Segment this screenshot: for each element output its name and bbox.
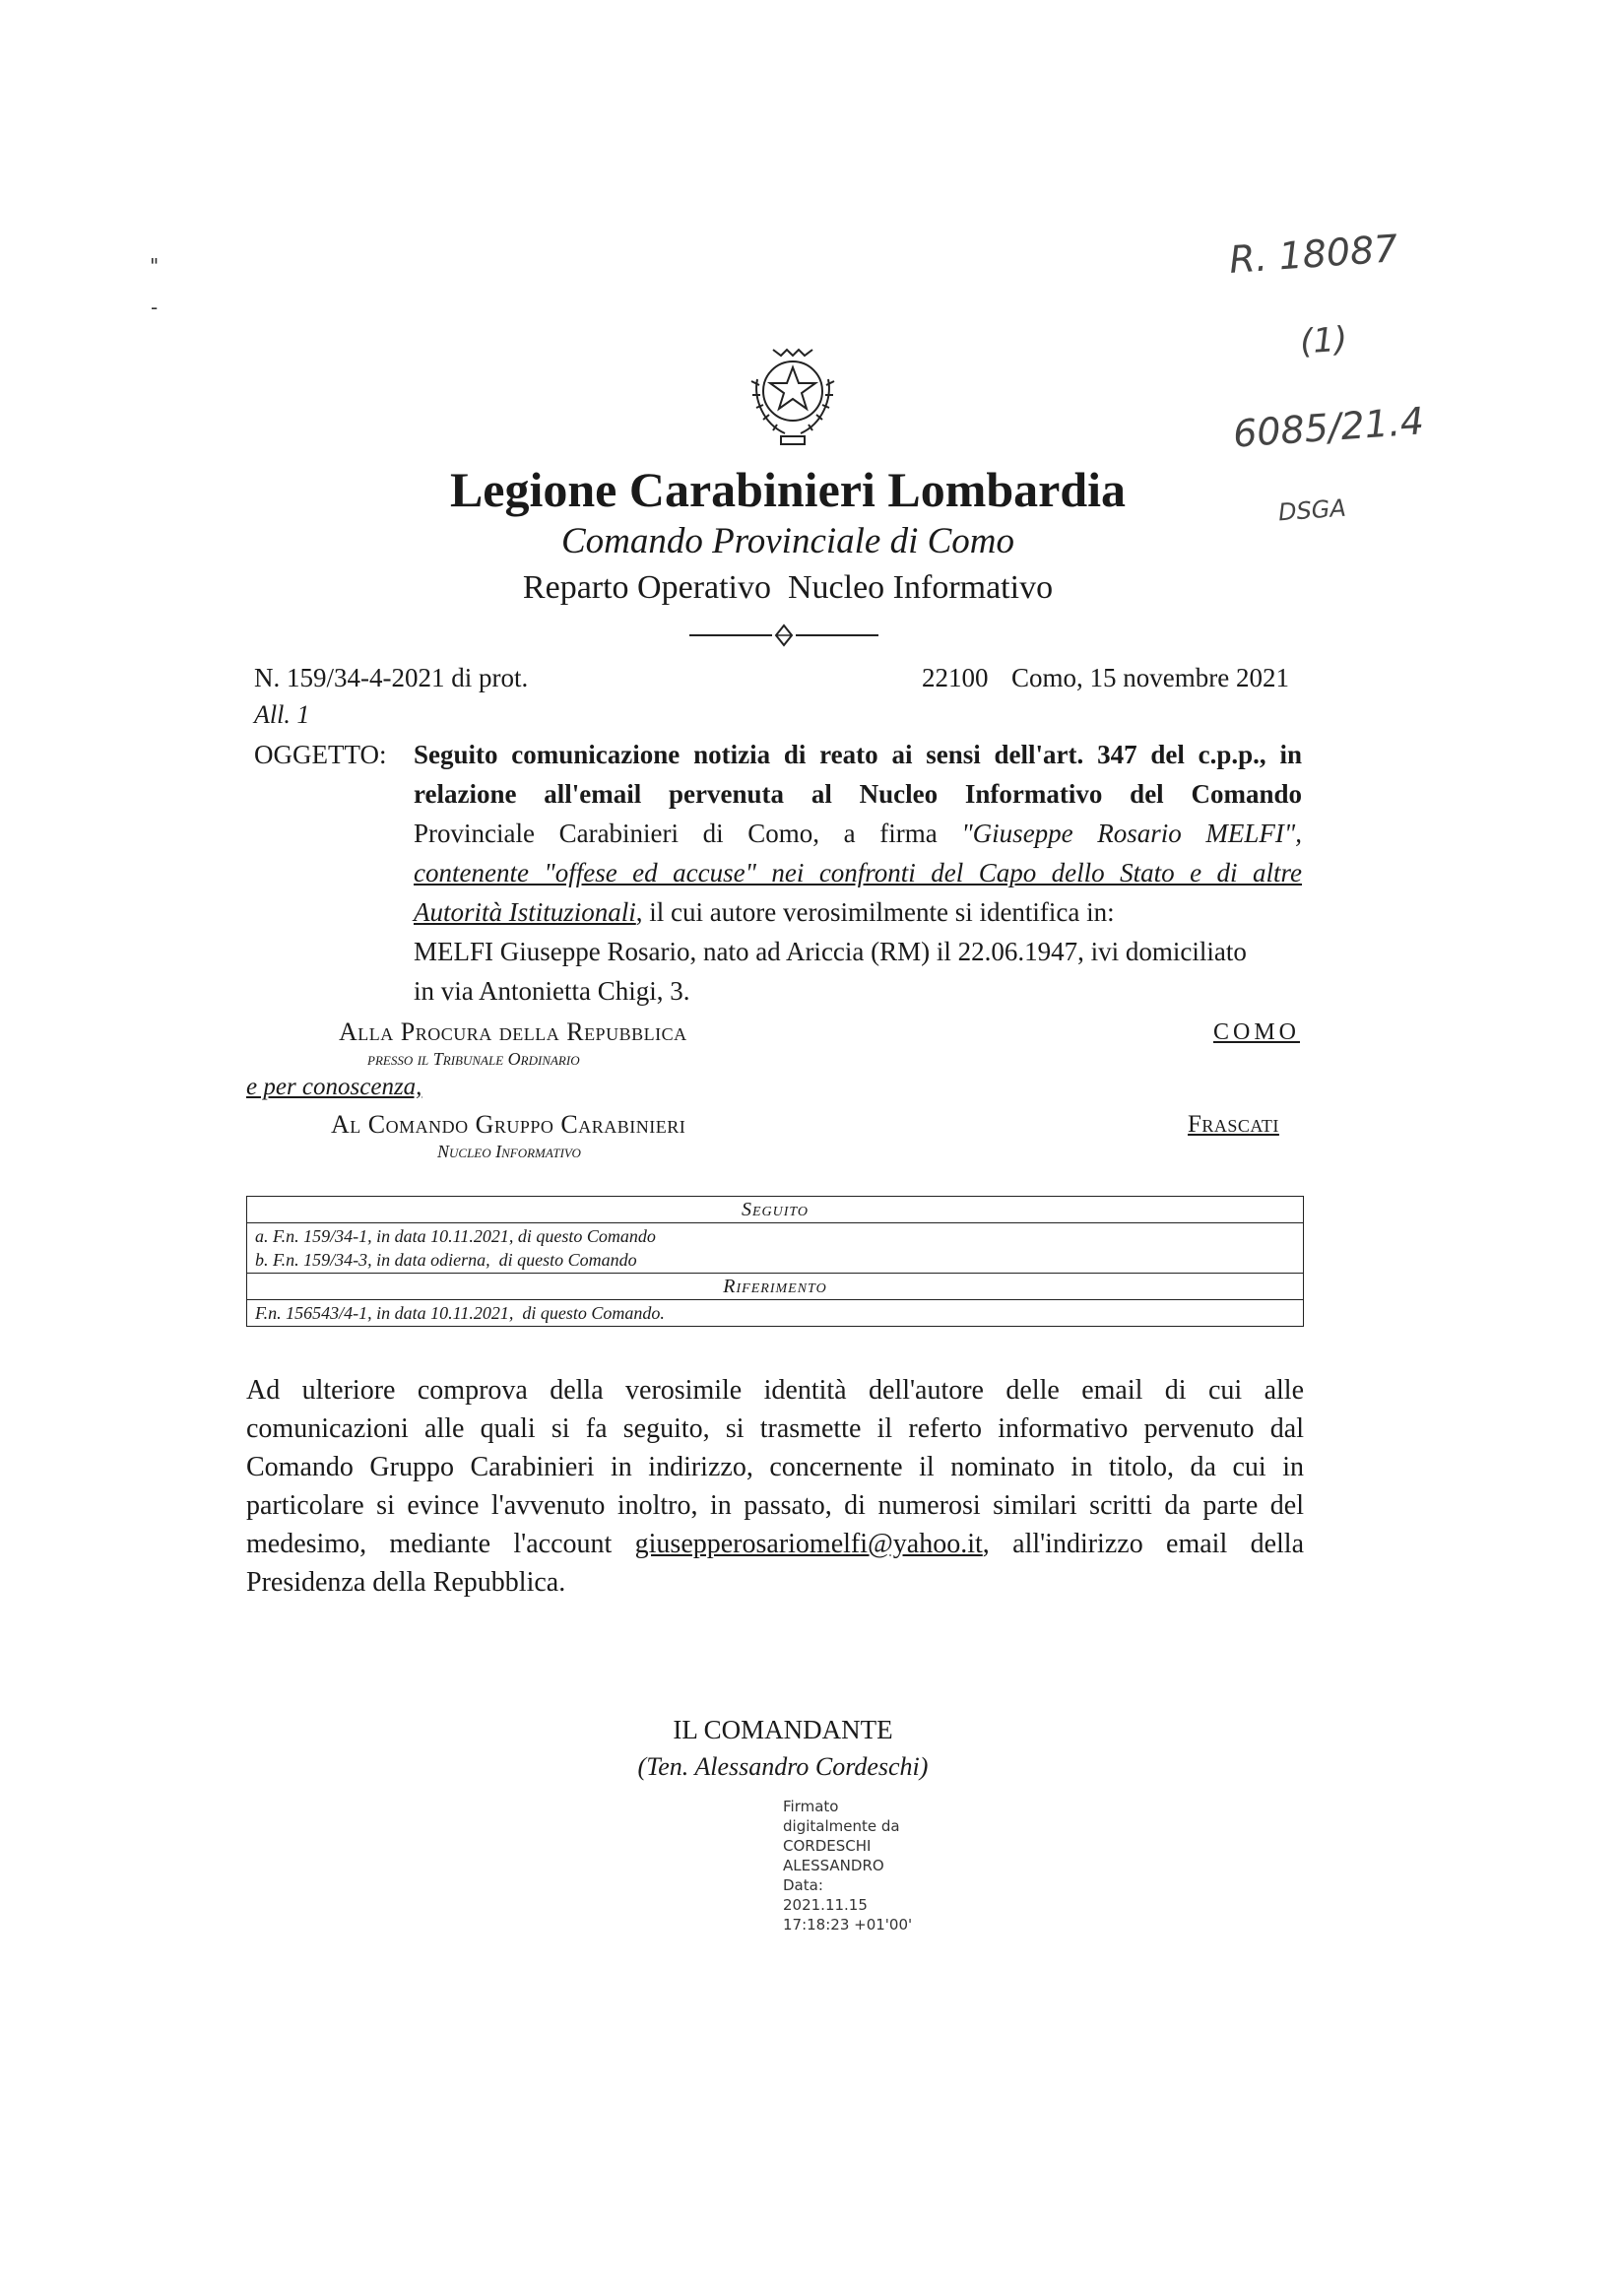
digital-signature-line: ALESSANDRO — [783, 1857, 884, 1874]
body-line: Presidenza della Repubblica. — [246, 1567, 566, 1598]
protocol-number: N. 159/34-4-2021 di prot. — [254, 663, 529, 692]
digital-signature-line: 17:18:23 +01'00' — [783, 1916, 913, 1934]
digital-signature-line: Firmato — [783, 1798, 839, 1815]
table-cell: F.n. 156543/4-1, in data 10.11.2021, di questo Comando. — [247, 1300, 1304, 1327]
place-date: Como, 15 novembre 2021 — [1011, 663, 1289, 692]
page-title: Legione Carabinieri Lombardia — [449, 462, 1127, 517]
attachments: All. 1 — [254, 700, 310, 729]
references-table — [246, 1196, 1304, 1327]
ref-item: b. F.n. 159/34-3, in data odierna, di questo Comando — [255, 1250, 637, 1270]
handwritten-file-number: 6085/21.4 — [1231, 399, 1426, 456]
page-subtitle: Comando Provinciale di Como — [560, 521, 1015, 561]
subject-text: , il cui autore verosimilmente si identifica in: — [635, 897, 1115, 927]
recipient-city: Frascati — [1188, 1111, 1279, 1138]
body-line: Ad ulteriore comprova della verosimile identità dell'autore delle email di cui alle — [246, 1375, 1304, 1406]
email-link[interactable]: giusepperosariomelfi@yahoo.it — [634, 1529, 983, 1559]
table-row — [247, 1197, 1304, 1223]
table-header: Riferimento — [247, 1274, 1304, 1300]
recipient-city: COMO — [1213, 1019, 1301, 1045]
subject-line: Seguito comunicazione notizia di reato ai sensi dell'art. 347 del c.p.p., in — [414, 740, 1302, 769]
body-line: comunicazioni alle quali si fa seguito, si trasmette il referto informativo pervenuto dal — [246, 1413, 1304, 1444]
body-text: medesimo, mediante l'account — [246, 1529, 635, 1559]
subject-line: in via Antonietta Chigi, 3. — [414, 976, 690, 1006]
table-cell — [247, 1223, 1304, 1274]
recipient-sub: presso il Tribunale Ordinario — [367, 1049, 580, 1069]
digital-signature-line: digitalmente da — [783, 1817, 900, 1835]
digital-signature-line: Data: — [783, 1876, 823, 1894]
body-text: , all'indirizzo email della — [982, 1529, 1304, 1559]
cc-label: e per conoscenza, — [246, 1074, 422, 1100]
handwritten-number: R. 18087 — [1227, 227, 1399, 282]
subject-line: relazione all'email pervenuta al Nucleo Informativo del Comando — [414, 779, 1302, 809]
margin-mark: - — [151, 295, 159, 319]
table-row — [247, 1300, 1304, 1327]
department-name: Reparto Operativo Nucleo Informativo — [522, 569, 1054, 606]
handwritten-circle-mark: (1) — [1298, 319, 1349, 362]
recipient-name: Al Comando Gruppo Carabinieri — [331, 1110, 686, 1139]
table-row — [247, 1223, 1304, 1274]
subject-line — [414, 892, 1302, 932]
digital-signature-line: 2021.11.15 — [783, 1896, 868, 1914]
margin-mark: " — [150, 254, 160, 278]
ref-item: a. F.n. 159/34-1, in data 10.11.2021, di questo Comando — [255, 1226, 656, 1246]
recipient-sub: Nucleo Informativo — [437, 1142, 581, 1161]
signature-role: IL COMANDANTE — [673, 1715, 893, 1744]
handwritten-initials: DSGA — [1277, 493, 1347, 527]
digital-signature-block — [783, 1797, 912, 1935]
subject-line: MELFI Giuseppe Rosario, nato ad Ariccia (RM) il 22.06.1947, ivi domiciliato — [414, 937, 1247, 966]
ornament-divider — [687, 621, 880, 650]
subject-authorities: Autorità Istituzionali — [414, 897, 636, 927]
subject-line — [414, 814, 1302, 853]
subject-line: contenente "offese ed accuse" nei confronti del Capo dello Stato e di altre — [414, 858, 1302, 887]
body-line — [246, 1525, 1304, 1563]
subject-text: Provinciale Carabinieri di Como, a firma — [414, 819, 962, 848]
postal-code: 22100 — [922, 663, 989, 692]
italian-republic-emblem — [744, 340, 842, 448]
table-header: Seguito — [247, 1197, 1304, 1223]
subject-label: OGGETTO: — [254, 740, 387, 769]
table-row — [247, 1274, 1304, 1300]
recipient-name: Alla Procura della Repubblica — [339, 1017, 687, 1046]
body-line: Comando Gruppo Carabinieri in indirizzo, concernente il nominato in titolo, da cui in — [246, 1452, 1304, 1482]
body-paragraph — [246, 1371, 1304, 1602]
subject-signer: "Giuseppe Rosario MELFI", — [961, 819, 1302, 848]
digital-signature-line: CORDESCHI — [783, 1837, 872, 1855]
body-line: particolare si evince l'avvenuto inoltro, in passato, di numerosi similari scritti da parte del — [246, 1490, 1304, 1521]
signature-name: (Ten. Alessandro Cordeschi) — [637, 1752, 929, 1781]
